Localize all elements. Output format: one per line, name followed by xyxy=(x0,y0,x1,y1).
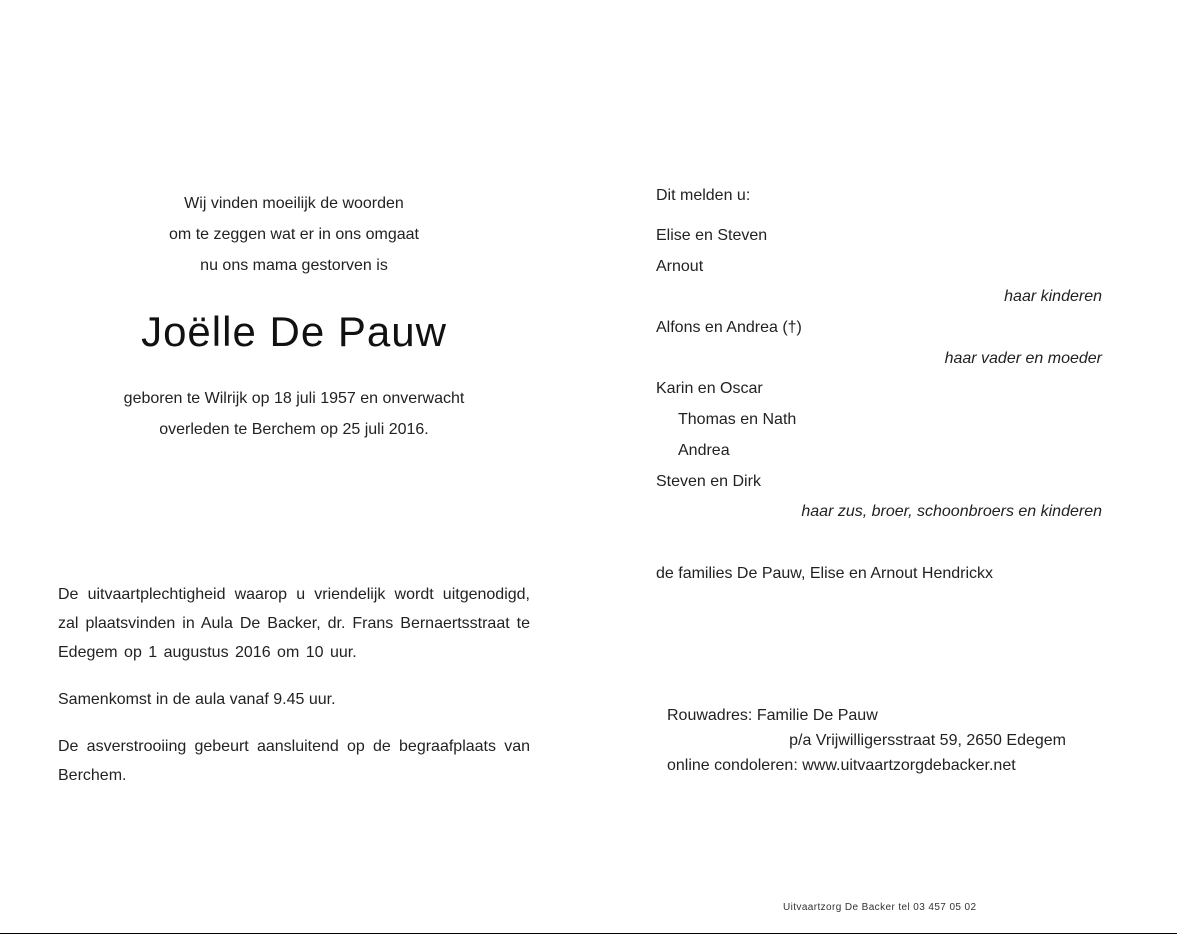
siblings-child-1: Thomas en Nath xyxy=(678,411,797,428)
life-dates xyxy=(58,383,530,445)
death-line: overleden te Berchem op 25 juli 2016. xyxy=(159,421,429,438)
poem-line-2: om te zeggen wat er in ons omgaat xyxy=(169,226,419,243)
poem-line-1: Wij vinden moeilijk de woorden xyxy=(184,195,404,212)
birth-line: geboren te Wilrijk op 18 juli 1957 en onverwacht xyxy=(123,390,465,407)
ceremony-paragraph: De uitvaartplechtigheid waarop u vriendelijk wordt uitgenodigd, zal plaatsvinden in Aula De Backer, dr. Frans Bernaertsstraat te Edegem op 1 augustus 2016 om 10 uur. xyxy=(58,586,530,661)
parents-role: haar vader en moeder xyxy=(944,350,1102,367)
address-line-1: Rouwadres: Familie De Pauw xyxy=(667,707,878,724)
children-line-2: Arnout xyxy=(656,258,704,275)
gathering-paragraph: Samenkomst in de aula vanaf 9.45 uur. xyxy=(58,691,336,708)
condolence-line: online condoleren: www.uitvaartzorgdebacker.net xyxy=(667,757,1016,774)
announcement-intro: Dit melden u: xyxy=(656,187,751,204)
poem-line-3: nu ons mama gestorven is xyxy=(200,257,388,274)
siblings-line-2: Steven en Dirk xyxy=(656,473,761,490)
poem xyxy=(118,188,470,281)
families-line: de families De Pauw, Elise en Arnout Hendrickx xyxy=(656,565,994,582)
bottom-divider xyxy=(0,933,1177,934)
children-role: haar kinderen xyxy=(1004,288,1102,305)
ceremony-info xyxy=(58,580,530,808)
siblings-line-1: Karin en Oscar xyxy=(656,380,763,397)
siblings-role: haar zus, broer, schoonbroers en kinderen xyxy=(801,503,1102,520)
deceased-name: Joëlle De Pauw xyxy=(141,308,447,355)
parents-line: Alfons en Andrea (†) xyxy=(656,319,802,336)
mourning-address xyxy=(667,703,1067,778)
siblings-child-2: Andrea xyxy=(678,442,730,459)
address-line-2: p/a Vrijwilligersstraat 59, 2650 Edegem xyxy=(789,732,1066,749)
ash-scattering-paragraph: De asverstrooiing gebeurt aansluitend op de begraafplaats van Berchem. xyxy=(58,738,530,784)
funeral-home-footer: Uitvaartzorg De Backer tel 03 457 05 02 xyxy=(783,902,977,913)
children-line-1: Elise en Steven xyxy=(656,227,768,244)
